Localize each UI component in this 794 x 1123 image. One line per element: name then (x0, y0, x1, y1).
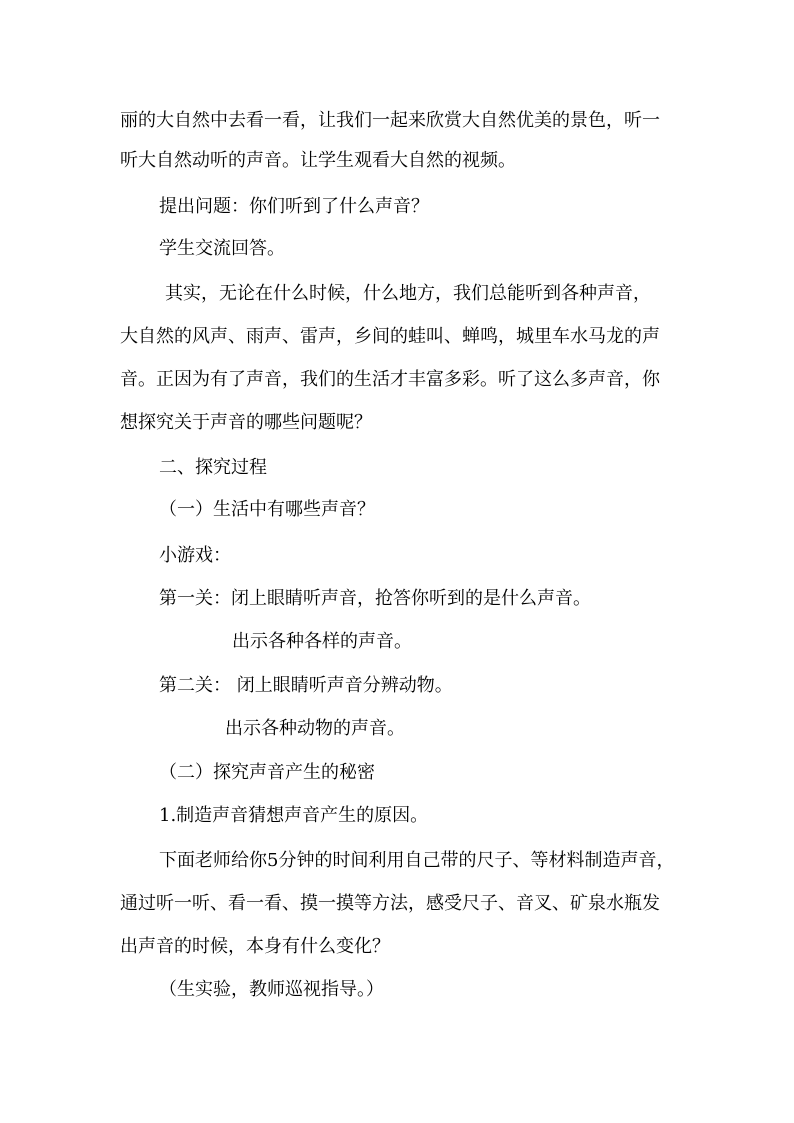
paragraph-line: 听大自然动听的声音。让学生观看大自然的视频。 (120, 150, 516, 171)
paragraph-line: 想探究关于声音的哪些问题呢？ (120, 412, 372, 433)
paragraph-line: 其实，无论在什么时候，什么地方，我们总能听到各种声音， (165, 283, 651, 304)
paragraph-line: 第一关：闭上眼睛听声音，抢答你听到的是什么声音。 (159, 588, 591, 609)
question-line: 提出问题：你们听到了什么声音？ (159, 196, 429, 217)
paragraph-line: 1.制造声音猜想声音产生的原因。 (159, 805, 429, 826)
paragraph-line: 第二关： 闭上眼睛听声音分辨动物。 (159, 675, 453, 696)
subsection-heading: （一）生活中有哪些声音？ (159, 499, 375, 520)
paragraph-line: 学生交流回答。 (159, 238, 285, 259)
paragraph-line: 丽的大自然中去看一看，让我们一起来欣赏大自然优美的景色，听一 (120, 110, 660, 131)
paragraph-line: 下面老师给你5分钟的时间利用自己带的尺子、等材料制造声音， (159, 850, 675, 871)
paragraph-line: 小游戏： (159, 545, 231, 566)
paragraph-line: 大自然的风声、雨声、雷声，乡间的蛙叫、蝉鸣，城里车水马龙的声 (120, 326, 660, 347)
paragraph-line: 出示各种各样的声音。 (232, 631, 412, 652)
section-heading: 二、探究过程 (159, 457, 267, 478)
paragraph-line: （生实验，教师巡视指导。） (159, 979, 384, 1000)
paragraph-line: 通过听一听、看一看、摸一摸等方法，感受尺子、音叉、矿泉水瓶发 (120, 893, 660, 914)
paragraph-line: 出示各种动物的声音。 (225, 718, 405, 739)
paragraph-line: 出声音的时候，本身有什么变化？ (120, 936, 390, 957)
subsection-heading: （二）探究声音产生的秘密 (159, 762, 375, 783)
paragraph-line: 音。正因为有了声音，我们的生活才丰富多彩。听了这么多声音，你 (120, 369, 660, 390)
